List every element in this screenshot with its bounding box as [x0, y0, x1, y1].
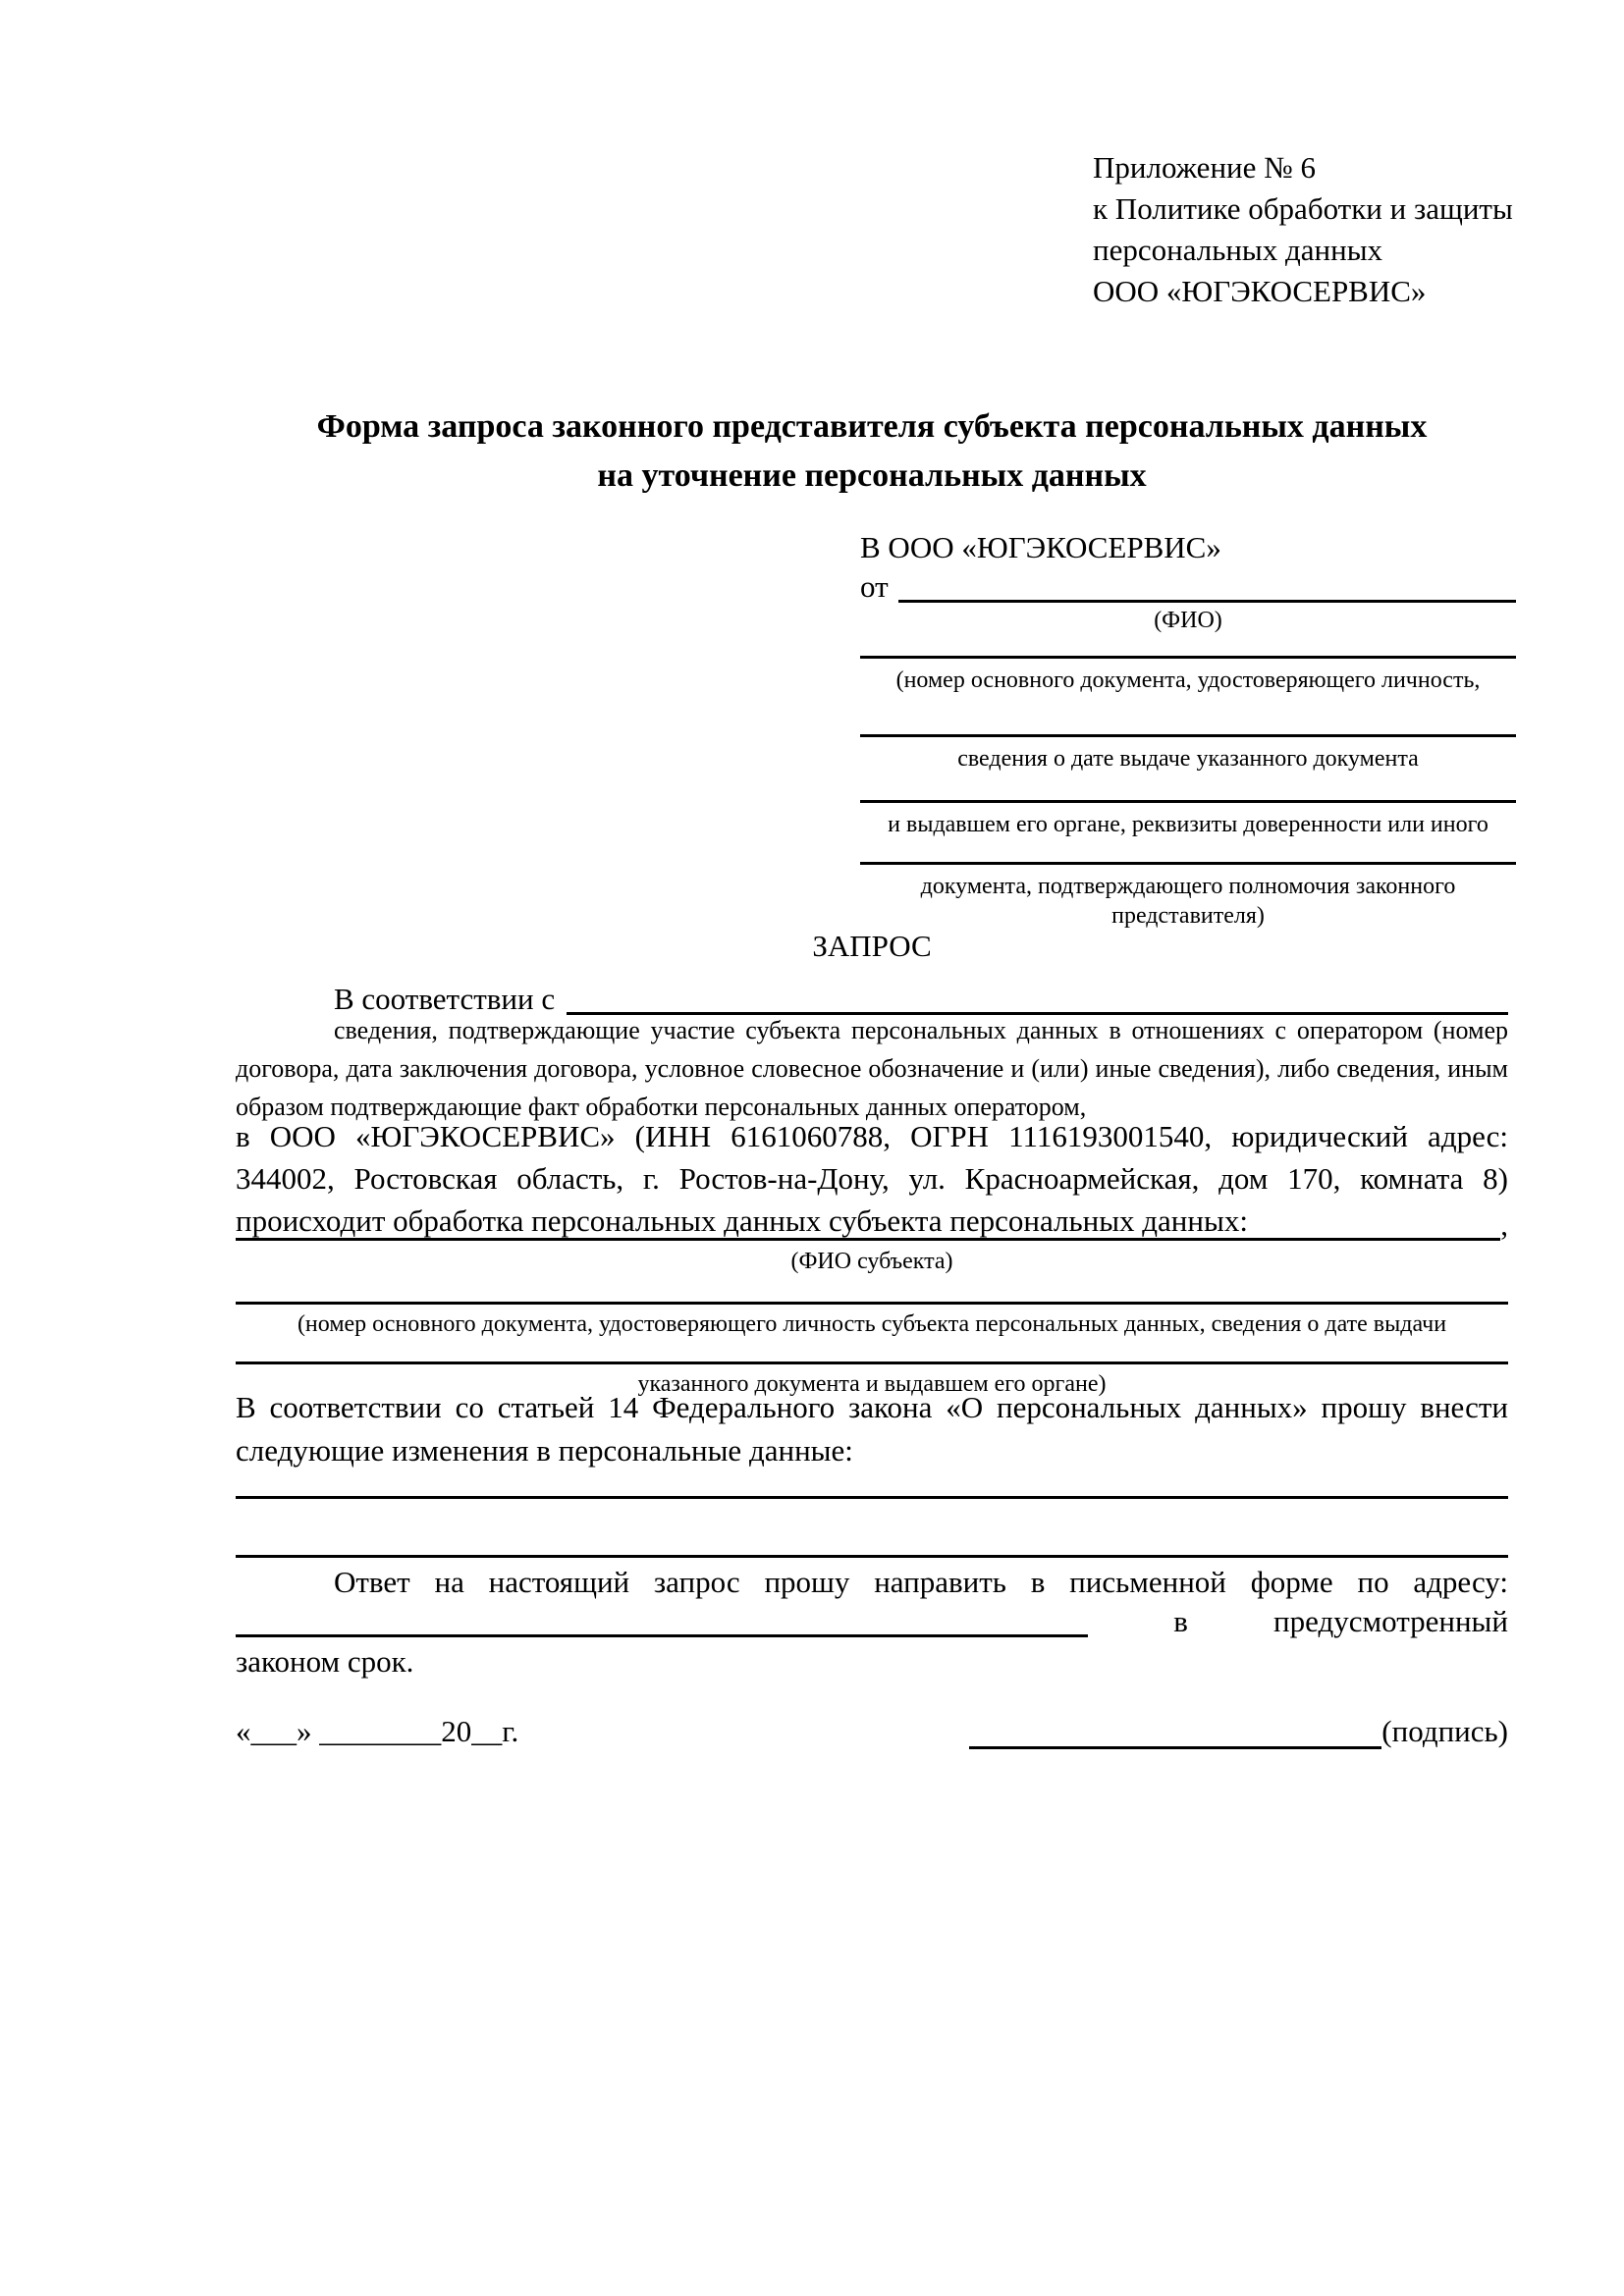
appendix-line-2: к Политике обработки и защиты: [1093, 191, 1513, 226]
addressee-to: В ООО «ЮГЭКОСЕРВИС»: [860, 530, 1221, 564]
document-title-line-2: на уточнение персональных данных: [597, 457, 1147, 494]
line-suffix-comma: ,: [1500, 1207, 1508, 1242]
request-heading: ЗАПРОС: [812, 929, 932, 963]
subject-doc-number-field-line: [236, 1302, 1508, 1305]
subject-fio-row: [236, 1207, 1508, 1243]
reply-address-field-line: [236, 1605, 1088, 1637]
amendments-field-line-2: [236, 1555, 1508, 1558]
representative-doc-caption-1: (номер основного документа, удостоверяющего личность,: [895, 667, 1481, 693]
amendment-paragraph: В соответствии со статьей 14 Федерального закона «О персональных данных» прошу внести следующие изменения в персональные данные:: [236, 1390, 1508, 1468]
subject-doc-caption-2: указанного документа и выдавшем его органе): [637, 1371, 1107, 1397]
signature-field-line: [969, 1715, 1381, 1749]
from-label: от: [860, 569, 889, 604]
representative-doc-caption-3: и выдавшем его органе, реквизиты доверенности или иного: [888, 812, 1489, 837]
subject-doc-authority-field-line: [236, 1362, 1508, 1364]
document-title: [236, 402, 1508, 501]
signature-group: [969, 1714, 1508, 1749]
reply-sentence: Ответ на настоящий запрос прошу направить в письменной форме по адресу:: [334, 1565, 1508, 1599]
representative-doc-issue-date-field-line: [860, 734, 1516, 737]
appendix-block: [1093, 147, 1544, 312]
reply-closing: законом срок.: [236, 1644, 414, 1679]
document-title-line-1: Форма запроса законного представителя субъекта персональных данных: [316, 408, 1428, 445]
amendments-field-line-1: [236, 1496, 1508, 1499]
representative-doc-authority-field-line: [860, 800, 1516, 803]
subject-doc-caption-1: (номер основного документа, удостоверяющего личность субъекта персональных данных, сведения о дате выдачи: [297, 1311, 1447, 1337]
subject-fio-caption: (ФИО субъекта): [790, 1249, 953, 1274]
representative-doc-caption-2: сведения о дате выдаче указанного документа: [957, 746, 1419, 772]
from-row: [860, 567, 1516, 605]
representative-authority-doc-field-line: [860, 862, 1516, 865]
representative-doc-number-field-line: [860, 656, 1516, 659]
reply-address-row: [236, 1600, 1508, 1639]
subject-fio-field-line: [236, 1208, 1500, 1241]
accordance-prefix: В соответствии с: [334, 982, 556, 1016]
reply-tail-word-2: предусмотренный: [1273, 1604, 1508, 1638]
appendix-line-3: персональных данных: [1093, 233, 1383, 267]
fio-caption: (ФИО): [1154, 608, 1222, 633]
signoff-row: [236, 1708, 1508, 1749]
signature-caption: (подпись): [1381, 1714, 1508, 1748]
appendix-line-1: Приложение № 6: [1093, 150, 1316, 185]
accordance-footnote: сведения, подтверждающие участие субъекта персональных данных в отношениях с оператором (номер договора, дата заключения договора, условное словесное обозначение и (или) иные сведения), либо сведения, иным образом подтверждающие факт обработки персональных данных оператором,: [236, 1016, 1508, 1121]
reply-tail-word-1: в: [1173, 1604, 1188, 1638]
appendix-line-4: ООО «ЮГЭКОСЕРВИС»: [1093, 274, 1427, 308]
operator-paragraph: в ООО «ЮГЭКОСЕРВИС» (ИНН 6161060788, ОГРН 1116193001540, юридический адрес: 344002, Ростовская область, г. Ростов-на-Дону, ул. Красноармейская, дом 170, комната 8) происходит обработка персональных данных субъекта персональных данных:: [236, 1119, 1508, 1238]
representative-fio-field-line: [898, 570, 1516, 603]
representative-doc-caption-4: документа, подтверждающего полномочия законного представителя): [920, 874, 1456, 929]
date-line: «___» ________20__г.: [236, 1714, 519, 1748]
